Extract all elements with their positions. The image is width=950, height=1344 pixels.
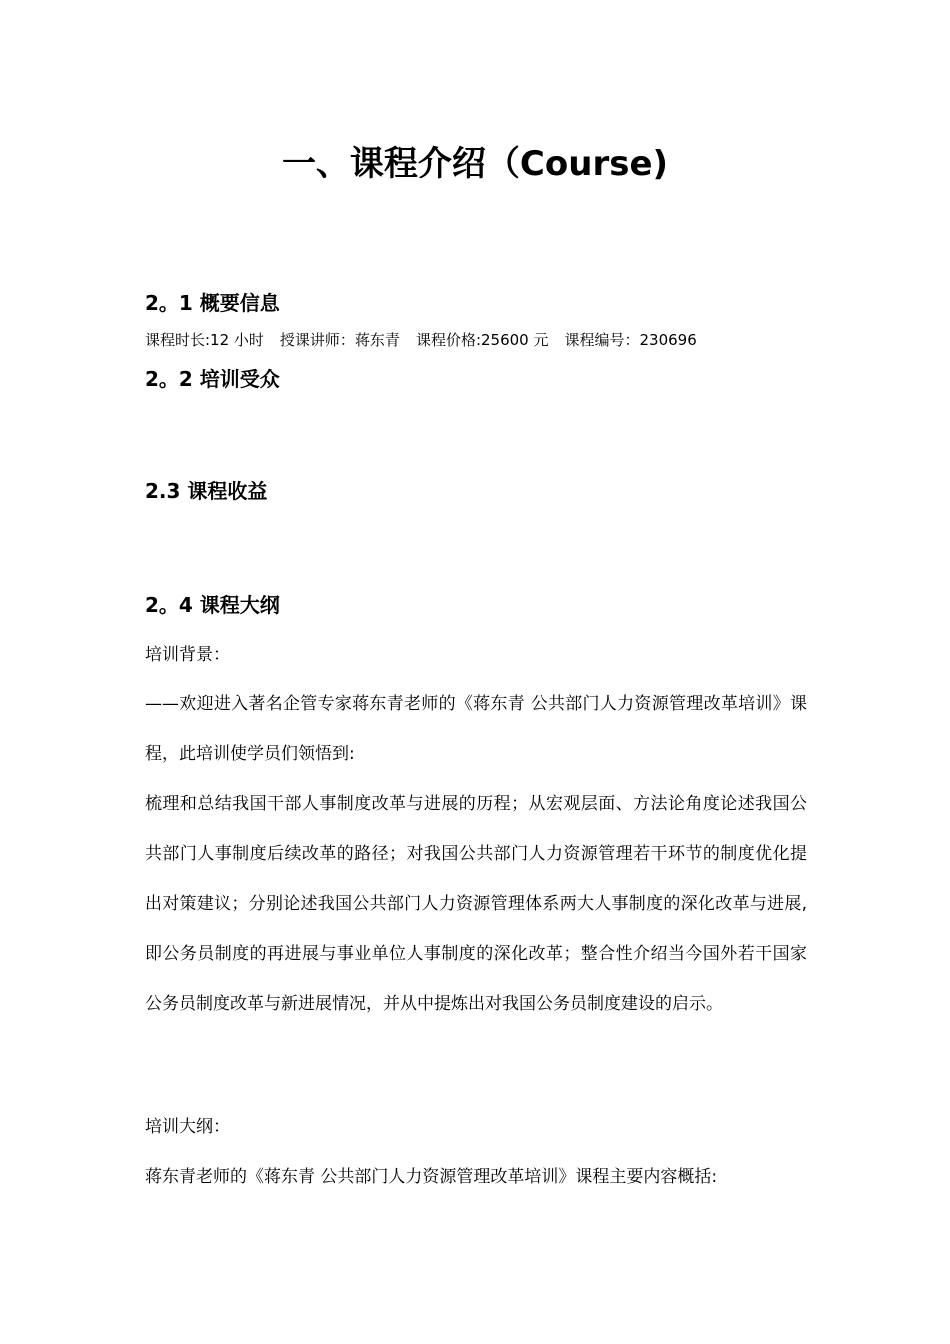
outline-label: 培训大纲： (145, 1117, 230, 1137)
section-heading-benefits: 2.3 课程收益 (145, 479, 268, 503)
course-code: 课程编号：230696 (564, 331, 697, 349)
background-intro-paragraph: ——欢迎进入著名企管专家蒋东青老师的《蒋东青 公共部门人力资源管理改革培训》课程，此培训使学员们领悟到: (145, 694, 807, 764)
page-title: 一、课程介绍（Course) (281, 144, 669, 184)
course-duration: 课程时长:12 小时 (145, 331, 264, 349)
course-price: 课程价格:25600 元 (415, 331, 549, 349)
section-heading-outline: 2。4 课程大纲 (145, 593, 280, 617)
background-body-paragraph: 梳理和总结我国干部人事制度改革与进展的历程；从宏观层面、方法论角度论述我国公共部门人事制度后续改革的路径；对我国公共部门人力资源管理若干环节的制度优化提出对策建议；分别论述我国公共部门人力资源管理体系两大人事制度的深化改革与进展,即公务员制度的再进展与事业单位人事制度的深化改革；整合性介绍当今国外若干国家公务员制度改革与新进展情况，并从中提炼出对我国公务员制度建设的启示。 (145, 794, 807, 1014)
section-heading-overview: 2。1 概要信息 (145, 291, 280, 315)
outline-summary-text: 蒋东青老师的《蒋东青 公共部门人力资源管理改革培训》课程主要内容概括: (145, 1167, 718, 1187)
course-lecturer: 授课讲师：蒋东青 (279, 331, 400, 349)
background-label: 培训背景： (145, 645, 230, 665)
course-info-line (145, 329, 713, 351)
section-heading-audience: 2。2 培训受众 (145, 367, 280, 391)
